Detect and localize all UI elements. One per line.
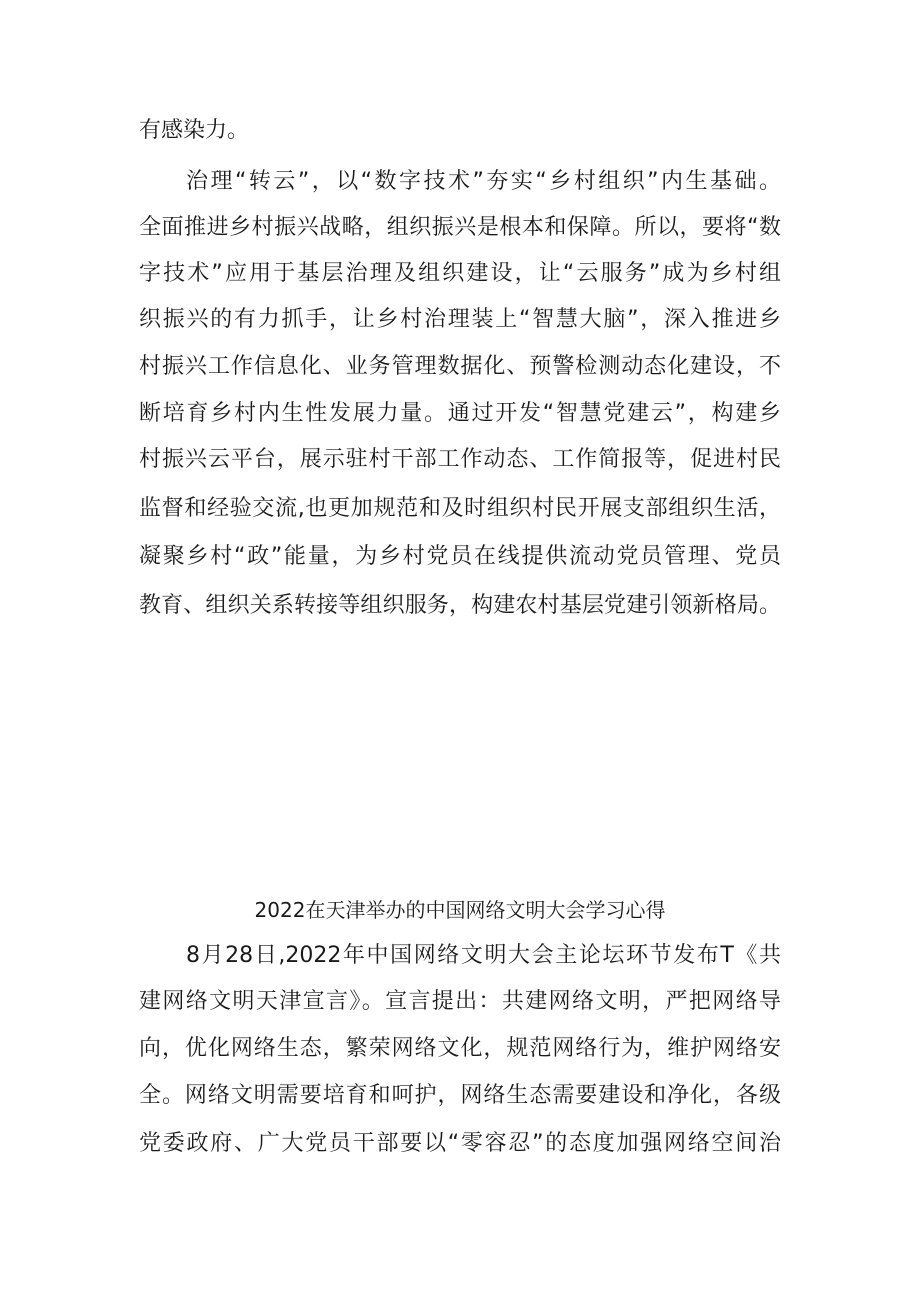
paragraph-line: 8月28日,2022年中国网络文明大会主论坛环节发布T《共 <box>186 943 781 968</box>
paragraph-line: 全面推进乡村振兴战略，组织振兴是根本和保障。所以，要将“数 <box>139 215 781 240</box>
paragraph-line: 村振兴云平台，展示驻村干部工作动态、工作简报等，促进村民 <box>139 447 781 472</box>
article-title: 2022在天津举办的中国网络文明大会学习心得 <box>254 898 666 922</box>
paragraph-line: 建网络文明天津宣言》。宣言提出：共建网络文明，严把网络导 <box>139 989 781 1014</box>
paragraph-line: 教育、组织关系转接等组织服务，构建农村基层党建引领新格局。 <box>139 593 781 618</box>
paragraph-line: 织振兴的有力抓手，让乡村治理装上“智慧大脑”，深入推进乡 <box>139 307 781 332</box>
paragraph-line: 党委政府、广大党员干部要以“零容忍”的态度加强网络空间治 <box>139 1131 782 1156</box>
paragraph-line: 全。网络文明需要培育和呵护，网络生态需要建设和净化，各级 <box>139 1083 781 1108</box>
paragraph-line: 监督和经验交流,也更加规范和及时组织村民开展支部组织生活， <box>139 496 781 521</box>
paragraph-line: 向，优化网络生态，繁荣网络文化，规范网络行为，维护网络安 <box>139 1036 781 1061</box>
paragraph-line: 凝聚乡村“政”能量，为乡村党员在线提供流动党员管理、党员 <box>139 544 781 569</box>
paragraph-line: 字技术”应用于基层治理及组织建设，让“云服务”成为乡村组 <box>139 261 781 286</box>
paragraph-line: 村振兴工作信息化、业务管理数据化、预警检测动态化建设，不 <box>139 354 781 379</box>
paragraph-line: 有感染力。 <box>139 118 250 143</box>
paragraph-line: 治理“转云”，以“数字技术”夯实“乡村组织”内生基础。 <box>186 169 781 194</box>
paragraph-line: 断培育乡村内生性发展力量。通过开发“智慧党建云”，构建乡 <box>139 401 781 426</box>
